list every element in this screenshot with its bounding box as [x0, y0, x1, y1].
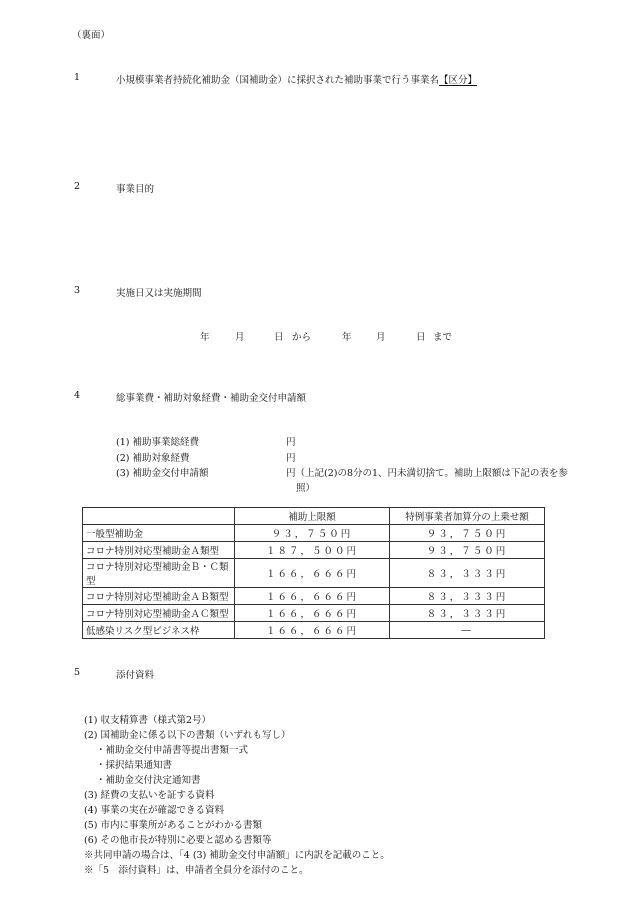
- amount-request-value-cont: 照）: [296, 483, 316, 494]
- section-5-number: 5: [74, 667, 81, 678]
- table-cell-addon: ９３，７５０円: [390, 525, 545, 542]
- table-cell-addon: ９３，７５０円: [390, 542, 545, 559]
- table-header-row: [83, 508, 545, 525]
- list-item: ・補助金交付決定通知書: [96, 775, 201, 786]
- table-cell-type: 一般型補助金: [83, 525, 235, 542]
- amount-request-label: (3) 補助金交付申請額: [116, 468, 209, 479]
- table-cell-type: コロナ特別対応型補助金Ａ類型: [83, 542, 235, 559]
- table-cell-type: コロナ特別対応型補助金Ｂ・Ｃ類型: [83, 559, 235, 588]
- amount-eligible-label: (2) 補助対象経費: [116, 453, 190, 464]
- table-cell-addon: ８３，３３３円: [390, 588, 545, 605]
- note-item: ※「5 添付資料」は、申請者全員分を添付のこと。: [84, 865, 309, 876]
- table-header-cell: 補助上限額: [235, 508, 390, 525]
- list-item: (5) 市内に事業所があることがわかる書類: [84, 820, 262, 831]
- section-3-number: 3: [74, 285, 81, 296]
- table-header-cell: 特例事業者加算分の上乗せ額: [390, 508, 545, 525]
- table-cell-addon: ８３，３３３円: [390, 605, 545, 622]
- table-row: [83, 542, 545, 559]
- section-1-title: [116, 72, 477, 86]
- table-cell-addon: ―: [390, 622, 545, 639]
- table-row: [83, 559, 545, 588]
- table-cell-type: 低感染リスク型ビジネス枠: [83, 622, 235, 639]
- list-item: ・採択結果通知書: [96, 760, 173, 771]
- section-2-title: 事業目的: [116, 184, 155, 195]
- amount-eligible-value: 円: [286, 453, 296, 464]
- table-cell-limit: １６６，６６６円: [235, 559, 390, 588]
- list-item: (2) 国補助金に係る以下の書類（いずれも写し）: [84, 730, 291, 741]
- page-label: （裏面）: [72, 30, 111, 41]
- table-row: [83, 622, 545, 639]
- section-5-title: 添付資料: [116, 670, 155, 681]
- table-row: [83, 605, 545, 622]
- table-cell-type: コロナ特別対応型補助金ＡＢ類型: [83, 588, 235, 605]
- subsidy-limit-table: [82, 507, 545, 639]
- table-header-cell: [83, 508, 235, 525]
- period-month-1: 月: [235, 332, 245, 343]
- period-year-2: 年: [342, 332, 352, 343]
- amount-total-value: 円: [286, 437, 296, 448]
- list-item: (4) 事業の実在が確認できる資料: [84, 805, 224, 816]
- section-4-title: 総事業費・補助対象経費・補助金交付申請額: [116, 393, 307, 404]
- section-3-title: 実施日又は実施期間: [116, 288, 202, 299]
- list-item: (3) 経費の支払いを証する資料: [84, 790, 215, 801]
- section-2-number: 2: [74, 181, 81, 192]
- period-from: から: [292, 332, 312, 343]
- list-item: (1) 収支精算書（様式第2号）: [84, 715, 212, 726]
- list-item: (6) その他市長が特別に必要と認める書類等: [84, 835, 272, 846]
- period-month-2: 月: [376, 332, 386, 343]
- table-row: [83, 588, 545, 605]
- section-1-title-text: 小規模事業者持続化補助金（国補助金）に採択された補助事業で行う事業名: [116, 75, 440, 86]
- section-4-number: 4: [74, 390, 81, 401]
- amount-request-value: 円（上記(2)の8分の1、円未満切捨て。補助上限額は下記の表を参: [286, 468, 568, 479]
- list-item: ・補助金交付申請書等提出書類一式: [96, 745, 249, 756]
- table-cell-addon: ８３，３３３円: [390, 559, 545, 588]
- table-cell-limit: １６６，６６６円: [235, 605, 390, 622]
- table-row: [83, 525, 545, 542]
- period-day-1: 日: [274, 332, 284, 343]
- period-day-2: 日: [416, 332, 426, 343]
- period-until: まで: [433, 332, 453, 343]
- section-1-title-suffix: 【区分】: [439, 75, 478, 86]
- table-cell-limit: １６６，６６６円: [235, 588, 390, 605]
- period-year-1: 年: [200, 332, 210, 343]
- table-cell-type: コロナ特別対応型補助金ＡＣ類型: [83, 605, 235, 622]
- table-cell-limit: １６６，６６６円: [235, 622, 390, 639]
- table-cell-limit: ９３，７５０円: [235, 525, 390, 542]
- table-cell-limit: １８７，５００円: [235, 542, 390, 559]
- section-1-number: 1: [74, 72, 81, 83]
- amount-total-label: (1) 補助事業総経費: [116, 437, 199, 448]
- note-item: ※共同申請の場合は、「4 (3) 補助金交付申請額」に内訳を記載のこと。: [84, 850, 390, 861]
